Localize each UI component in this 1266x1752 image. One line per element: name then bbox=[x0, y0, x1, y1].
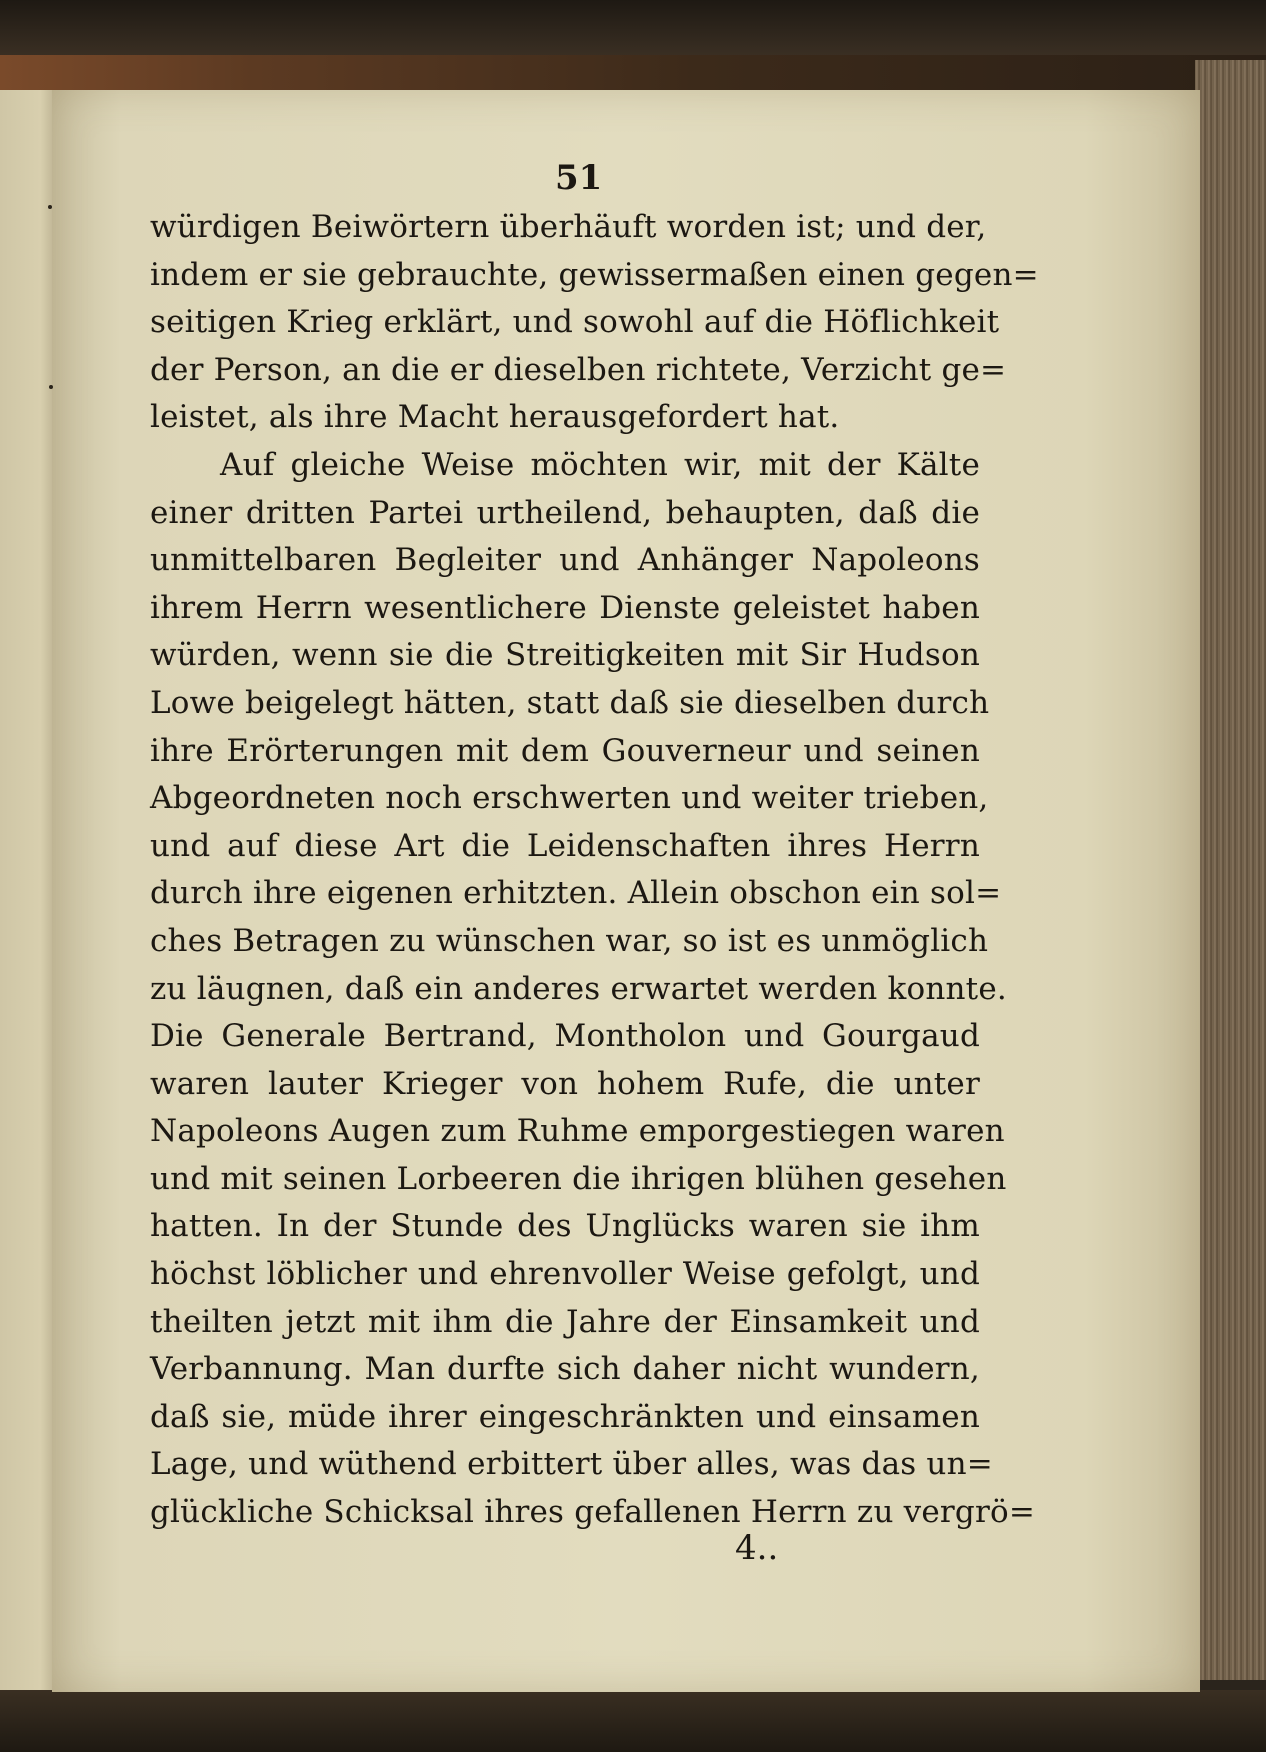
margin-speck bbox=[49, 385, 53, 389]
page-block-edge bbox=[1195, 60, 1266, 1680]
text-line: Auf gleiche Weise möchten wir, mit der Kälte bbox=[220, 446, 980, 483]
text-line: Napoleons Augen zum Ruhme emporgestiegen waren bbox=[150, 1113, 1005, 1150]
text-line: einer dritten Partei urtheilend, behaupten, daß die bbox=[150, 494, 980, 531]
book-cover-bottom bbox=[0, 1690, 1266, 1752]
text-line: Lowe beigelegt hätten, statt daß sie dieselben durch bbox=[150, 684, 990, 721]
text-line: Verbannung. Man durfte sich daher nicht wundern, bbox=[150, 1351, 980, 1388]
catchword: 4.. bbox=[735, 1528, 779, 1568]
text-line: durch ihre eigenen erhitzten. Allein obschon ein sol= bbox=[150, 875, 1002, 912]
text-line: würden, wenn sie die Streitigkeiten mit Sir Hudson bbox=[150, 637, 980, 674]
text-line: ihrem Herrn wesentlichere Dienste geleistet haben bbox=[150, 589, 980, 626]
text-line: daß sie, müde ihrer eingeschränkten und einsamen bbox=[150, 1398, 980, 1435]
text-line: seitigen Krieg erklärt, und sowohl auf die Höflichkeit bbox=[150, 304, 1000, 341]
text-line: ihre Erörterungen mit dem Gouverneur und seinen bbox=[150, 732, 980, 769]
text-line: und auf diese Art die Leidenschaften ihres Herrn bbox=[150, 827, 980, 864]
text-line: würdigen Beiwörtern überhäuft worden ist; und der, bbox=[150, 209, 987, 245]
text-line: theilten jetzt mit ihm die Jahre der Einsamkeit und bbox=[150, 1303, 980, 1340]
text-line: der Person, an die er dieselben richtete, Verzicht ge= bbox=[150, 351, 1007, 388]
text-line: zu läugnen, daß ein anderes erwartet werden konnte. bbox=[150, 970, 1007, 1007]
text-line: leistet, als ihre Macht herausgefordert hat. bbox=[150, 399, 840, 436]
text-line: ches Betragen zu wünschen war, so ist es unmöglich bbox=[150, 922, 989, 959]
text-line: unmittelbaren Begleiter und Anhänger Napoleons bbox=[150, 542, 980, 579]
text-line: hatten. In der Stunde des Unglücks waren sie ihm bbox=[150, 1208, 980, 1245]
text-line: Die Generale Bertrand, Montholon und Gourgaud bbox=[150, 1018, 980, 1055]
margin-speck bbox=[48, 205, 52, 209]
text-line: höchst löblicher und ehrenvoller Weise gefolgt, und bbox=[150, 1256, 980, 1293]
facing-page-edge bbox=[0, 90, 58, 1690]
page-text bbox=[150, 204, 1039, 1537]
leather-binding bbox=[0, 55, 1266, 90]
text-line: waren lauter Krieger von hohem Rufe, die unter bbox=[150, 1065, 980, 1102]
text-line: indem er sie gebrauchte, gewissermaßen einen gegen= bbox=[150, 256, 1039, 293]
text-line: Abgeordneten noch erschwerten und weiter trieben, bbox=[150, 780, 989, 817]
text-line: glückliche Schicksal ihres gefallenen Herrn zu vergrö= bbox=[150, 1494, 1036, 1531]
page-number: 51 bbox=[555, 158, 603, 198]
text-line: Lage, und wüthend erbittert über alles, was das un= bbox=[150, 1446, 993, 1483]
text-line: und mit seinen Lorbeeren die ihrigen blühen gesehen bbox=[150, 1160, 1007, 1197]
